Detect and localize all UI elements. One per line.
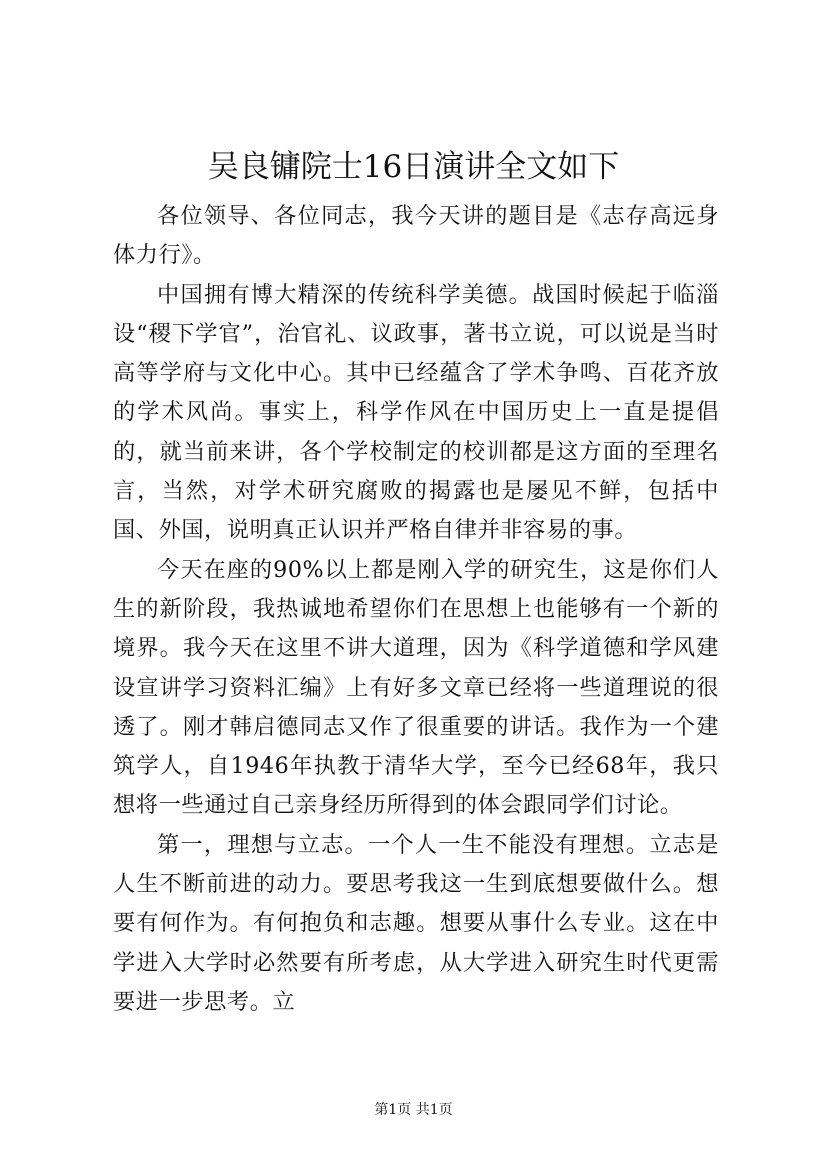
paragraph: 今天在座的90%以上都是刚入学的研究生，这是你们人生的新阶段，我热诚地希望你们在思想上也能够有一个新的境界。我今天在这里不讲大道理，因为《科学道德和学风建设宣讲学习资料汇编》上有好多文章已经将一些道理说的很透了。刚才韩启德同志又作了很重要的讲话。我作为一个建筑学人，自1946年执教于清华大学，至今已经68年，我只想将一些通过自己亲身经历所得到的体会跟同学们讨论。 xyxy=(113,556,719,819)
page-number-footer: 第1页 共1页 xyxy=(374,1102,453,1118)
paragraph: 第一，理想与立志。一个人一生不能没有理想。立志是人生不断前进的动力。要思考我这一生到底想要做什么。想要有何作为。有何抱负和志趣。想要从事什么专业。这在中学进入大学时必然要有所考虑，从大学进入研究生时代更需要进一步思考。立 xyxy=(113,831,719,1015)
document-title: 吴良镛院士16日演讲全文如下 xyxy=(207,149,620,185)
document-body xyxy=(113,197,719,1022)
paragraph: 中国拥有博大精深的传统科学美德。战国时候起于临淄设“稷下学官”，治官礼、议政事，著书立说，可以说是当时高等学府与文化中心。其中已经蕴含了学术争鸣、百花齐放的学术风尚。事实上，科学作风在中国历史上一直是提倡的，就当前来讲，各个学校制定的校训都是这方面的至理名言，当然，对学术研究腐败的揭露也是屡见不鲜，包括中国、外国，说明真正认识并严格自律并非容易的事。 xyxy=(113,281,719,544)
paragraph: 各位领导、各位同志，我今天讲的题目是《志存高远身体力行》。 xyxy=(113,203,719,269)
